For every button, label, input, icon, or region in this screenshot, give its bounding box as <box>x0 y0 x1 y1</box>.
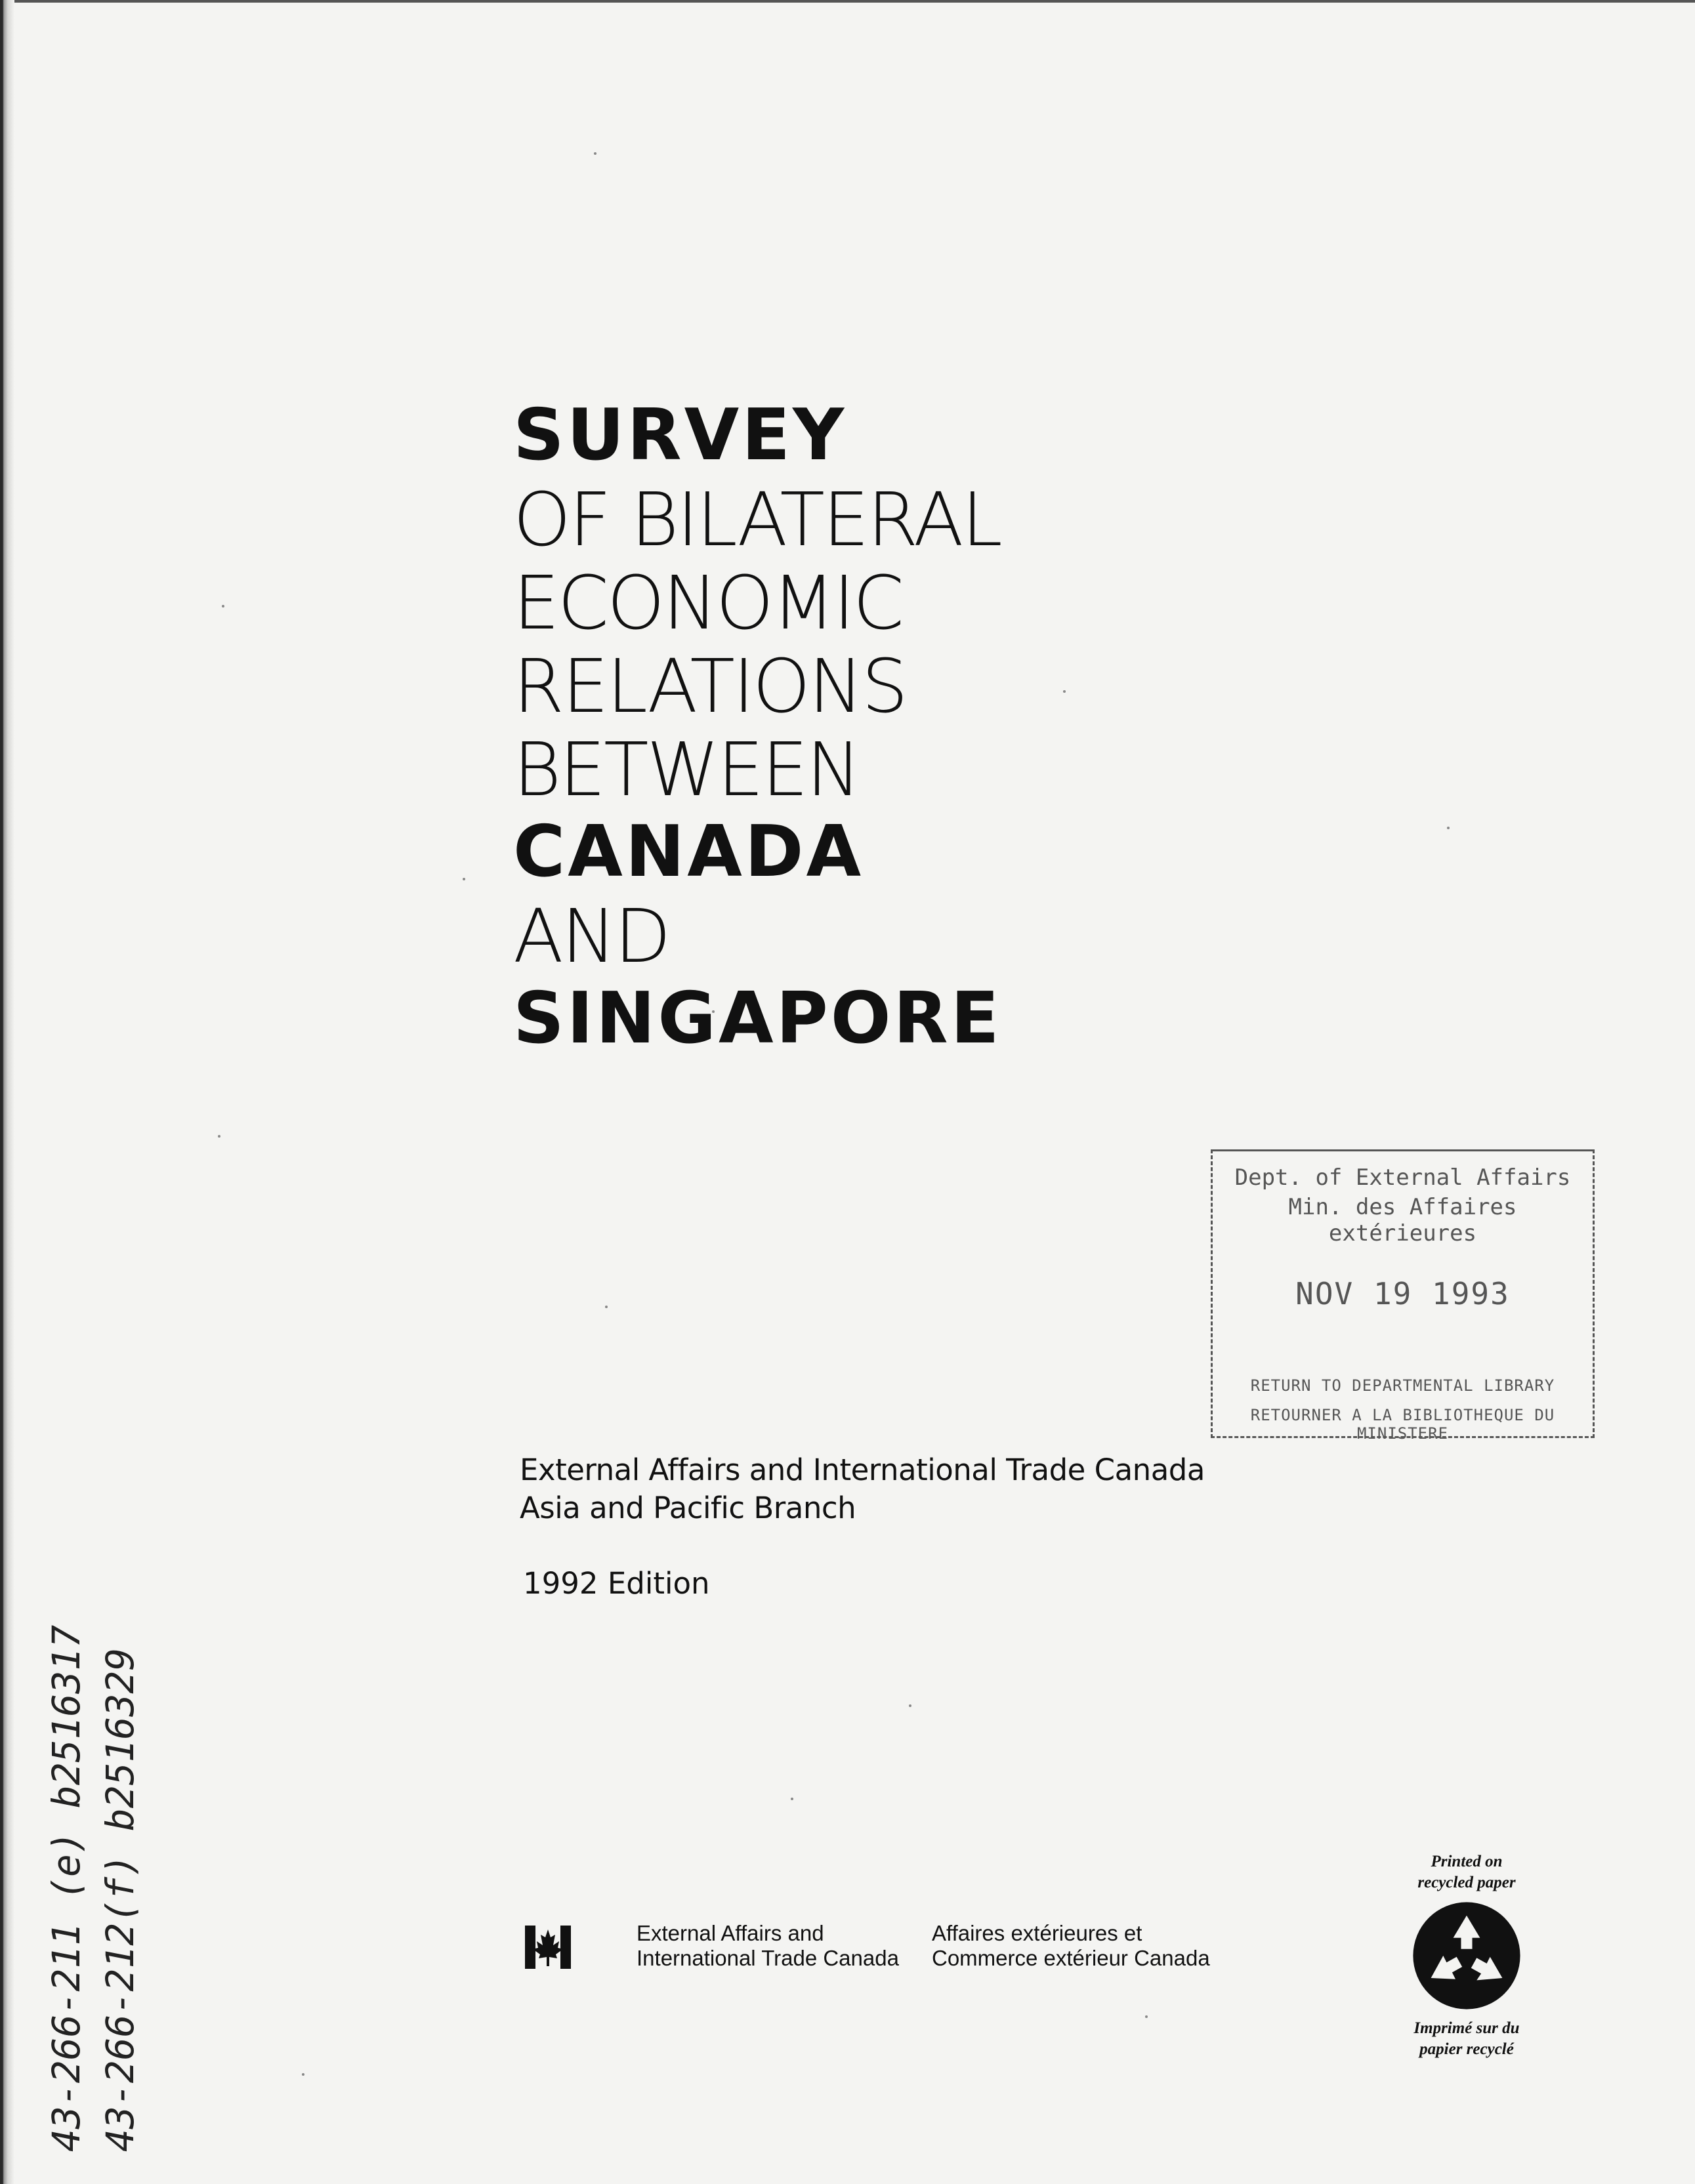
footer-fr-line2: Commerce extérieur Canada <box>932 1946 1210 1970</box>
title-economic: ECONOMIC <box>513 561 902 646</box>
recycle-text-fr-1: Imprimé sur du <box>1413 2019 1520 2037</box>
title-survey: SURVEY <box>513 394 847 476</box>
title-between: BETWEEN <box>513 728 860 813</box>
stamp-dept-fr: Min. des Affaires extérieures <box>1288 1194 1517 1247</box>
title-relations: RELATIONS <box>513 644 906 730</box>
stamp-dept-en: Dept. of External Affairs <box>1234 1164 1571 1191</box>
recycle-icon <box>1411 1900 1522 2011</box>
footer-department-fr <box>932 1921 1210 1971</box>
title-and: AND <box>513 894 669 979</box>
recycle-text-en-1: Printed on <box>1431 1853 1503 1870</box>
catalog-number-french: 43-266-212(f) b2516329 <box>98 1647 142 2152</box>
page-top-edge <box>0 0 1695 3</box>
recycled-paper-notice <box>1391 1851 1542 2058</box>
library-stamp <box>1211 1149 1595 1443</box>
publisher-department: External Affairs and International Trade Canada <box>520 1453 1205 1487</box>
title-singapore: SINGAPORE <box>513 978 1002 1060</box>
title-of-bilateral: OF BILATERAL <box>513 478 1001 563</box>
stamp-return-en: RETURN TO DEPARTMENTAL LIBRARY <box>1250 1376 1555 1395</box>
page-binding-edge <box>0 0 14 2184</box>
stamp-return-fr: RETOURNER A LA BIBLIOTHEQUE DU MINISTERE <box>1250 1406 1555 1443</box>
footer-en-line1: External Affairs and <box>637 1921 824 1945</box>
edition-label: 1992 Edition <box>523 1566 710 1601</box>
recycle-text-en-2: recycled paper <box>1417 1874 1516 1891</box>
catalog-number-english: 43-266-211 (e) b2516317 <box>44 1624 89 2152</box>
footer-department-en <box>637 1921 899 1971</box>
publisher-branch: Asia and Pacific Branch <box>520 1491 856 1525</box>
canada-flag-icon <box>525 1926 571 1969</box>
publisher-block <box>520 1451 1205 1527</box>
stamp-date: NOV 19 1993 <box>1295 1276 1510 1311</box>
document-title <box>513 394 1301 1067</box>
title-canada: CANADA <box>513 811 864 893</box>
handwritten-catalog-numbers <box>39 1561 164 2152</box>
recycle-text-fr-2: papier recyclé <box>1419 2040 1514 2058</box>
footer-fr-line1: Affaires extérieures et <box>932 1921 1142 1945</box>
footer-en-line2: International Trade Canada <box>637 1946 899 1970</box>
